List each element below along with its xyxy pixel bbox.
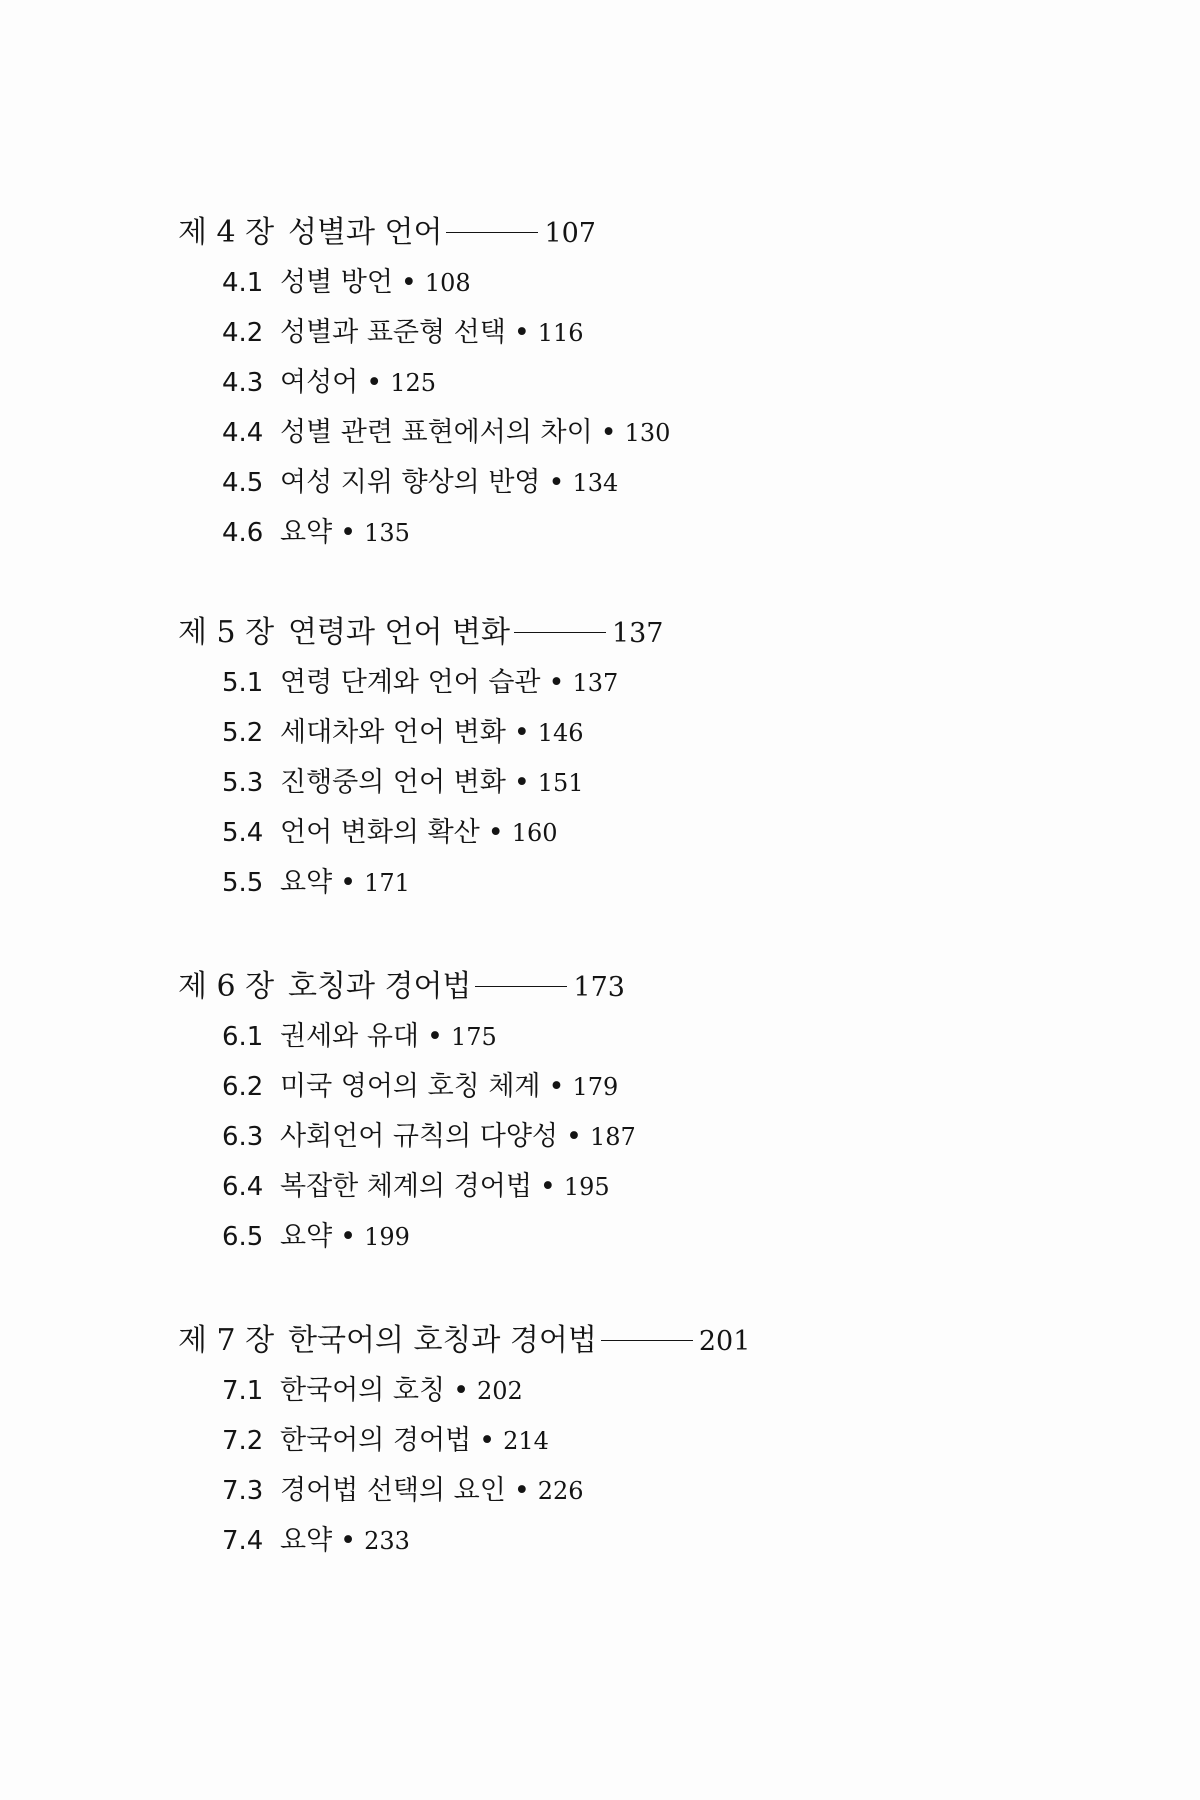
- section-title: 경어법 선택의 요인: [280, 1475, 506, 1506]
- section-page: 202: [477, 1377, 523, 1405]
- leader-line: [446, 232, 538, 233]
- section-number: 4.1: [222, 268, 264, 298]
- bullet-separator: •: [487, 817, 504, 848]
- chapter-4: [0, 208, 1200, 558]
- chapter-page: 107: [544, 218, 596, 249]
- chapter-title-text: 연령과 언어 변화: [288, 615, 510, 650]
- section-page: 116: [537, 319, 584, 347]
- section-title: 성별 방언: [280, 267, 393, 298]
- section-list: [0, 1012, 1200, 1262]
- chapter-title-text: 성별과 언어: [288, 215, 443, 250]
- bullet-separator: •: [513, 317, 530, 348]
- section-number: 5.3: [222, 768, 264, 798]
- section-title: 사회언어 규칙의 다양성: [280, 1121, 558, 1152]
- section-number: 6.5: [222, 1222, 264, 1252]
- chapter-7: [0, 1316, 1200, 1566]
- bullet-separator: •: [548, 667, 565, 698]
- chapter-heading: [0, 962, 1200, 1012]
- section-title: 권세와 유대: [280, 1021, 419, 1052]
- section-number: 5.5: [222, 868, 264, 898]
- chapter-heading: [0, 208, 1200, 258]
- section-page: 226: [537, 1477, 584, 1505]
- bullet-separator: •: [400, 267, 417, 298]
- chapter-page: 201: [698, 1326, 751, 1357]
- section-title: 성별과 표준형 선택: [280, 317, 506, 348]
- section-page: 135: [364, 519, 410, 547]
- chapter-label: 제 6 장: [178, 969, 275, 1004]
- section-item: [0, 808, 1200, 858]
- bullet-separator: •: [539, 1171, 556, 1202]
- section-entry: [280, 1516, 410, 1566]
- section-title: 세대차와 언어 변화: [280, 717, 506, 748]
- section-page: 233: [364, 1527, 410, 1555]
- section-title: 요약: [280, 517, 333, 548]
- chapter-label: 제 7 장: [178, 1323, 275, 1358]
- section-number: 5.1: [222, 668, 264, 698]
- chapter-label: 제 5 장: [178, 615, 275, 650]
- section-page: 151: [537, 769, 584, 797]
- section-entry: [280, 1366, 523, 1416]
- section-entry: [280, 1466, 584, 1516]
- leader-line: [514, 632, 606, 633]
- section-number: 7.3: [222, 1476, 264, 1506]
- section-page: 171: [364, 869, 410, 897]
- section-title: 여성어: [280, 367, 359, 398]
- bullet-separator: •: [340, 517, 357, 548]
- chapter-title: [288, 608, 663, 659]
- section-entry: [280, 858, 410, 908]
- section-title: 성별 관련 표현에서의 차이: [280, 417, 593, 448]
- section-title: 진행중의 언어 변화: [280, 767, 506, 798]
- section-list: [0, 658, 1200, 908]
- leader-line: [601, 1340, 693, 1341]
- section-title: 미국 영어의 호칭 체계: [280, 1071, 541, 1102]
- section-title: 연령 단계와 언어 습관: [280, 667, 541, 698]
- section-item: [0, 1416, 1200, 1466]
- section-item: [0, 1212, 1200, 1262]
- section-page: 179: [572, 1073, 619, 1101]
- chapter-5: [0, 608, 1200, 908]
- chapter-6: [0, 962, 1200, 1262]
- section-entry: [280, 1062, 618, 1112]
- section-number: 7.2: [222, 1426, 264, 1456]
- section-item: [0, 258, 1200, 308]
- bullet-separator: •: [340, 1221, 357, 1252]
- bullet-separator: •: [566, 1121, 582, 1152]
- section-title: 복잡한 체계의 경어법: [280, 1171, 532, 1202]
- section-title: 언어 변화의 확산: [280, 817, 480, 848]
- bullet-separator: •: [340, 867, 357, 898]
- section-page: 125: [390, 369, 436, 397]
- leader-line: [475, 986, 567, 987]
- section-item: [0, 708, 1200, 758]
- section-title: 한국어의 호칭: [280, 1375, 446, 1406]
- section-item: [0, 758, 1200, 808]
- section-item: [0, 1112, 1200, 1162]
- bullet-separator: •: [600, 417, 617, 448]
- section-title: 요약: [280, 1221, 333, 1252]
- chapter-title-text: 호칭과 경어법: [288, 969, 472, 1004]
- bullet-separator: •: [548, 1071, 565, 1102]
- section-number: 7.4: [222, 1526, 264, 1556]
- section-page: 175: [450, 1023, 497, 1051]
- bullet-separator: •: [513, 767, 530, 798]
- bullet-separator: •: [427, 1021, 443, 1052]
- section-page: 146: [537, 719, 584, 747]
- bullet-separator: •: [340, 1525, 357, 1556]
- section-entry: [280, 1012, 497, 1062]
- section-item: [0, 1466, 1200, 1516]
- section-number: 4.3: [222, 368, 264, 398]
- section-page: 199: [364, 1223, 410, 1251]
- section-entry: [280, 708, 584, 758]
- section-number: 4.4: [222, 418, 264, 448]
- section-entry: [280, 1416, 549, 1466]
- section-entry: [280, 508, 410, 558]
- section-entry: [280, 408, 670, 458]
- section-number: 6.1: [222, 1022, 264, 1052]
- section-entry: [280, 358, 436, 408]
- section-page: 195: [563, 1173, 610, 1201]
- section-page: 160: [511, 819, 558, 847]
- chapter-page: 137: [611, 618, 664, 649]
- section-entry: [280, 308, 584, 358]
- section-item: [0, 1062, 1200, 1112]
- section-title: 요약: [280, 1525, 333, 1556]
- chapter-title: [288, 208, 596, 259]
- bullet-separator: •: [366, 367, 383, 398]
- section-page: 187: [589, 1123, 636, 1151]
- chapter-title: [288, 962, 625, 1013]
- section-entry: [280, 258, 471, 308]
- section-number: 4.6: [222, 518, 264, 548]
- chapter-heading: [0, 608, 1200, 658]
- section-item: [0, 308, 1200, 358]
- chapter-page: 173: [573, 972, 625, 1003]
- section-number: 4.5: [222, 468, 264, 498]
- section-page: 130: [624, 419, 671, 447]
- section-entry: [280, 1162, 610, 1212]
- section-item: [0, 658, 1200, 708]
- chapter-heading: [0, 1316, 1200, 1366]
- section-item: [0, 408, 1200, 458]
- section-item: [0, 1366, 1200, 1416]
- section-number: 5.2: [222, 718, 264, 748]
- section-entry: [280, 458, 618, 508]
- section-page: 108: [424, 269, 471, 297]
- section-item: [0, 458, 1200, 508]
- section-item: [0, 358, 1200, 408]
- section-number: 6.4: [222, 1172, 264, 1202]
- section-item: [0, 1516, 1200, 1566]
- section-page: 134: [572, 469, 619, 497]
- section-number: 6.2: [222, 1072, 264, 1102]
- bullet-separator: •: [513, 1475, 530, 1506]
- section-title: 여성 지위 향상의 반영: [280, 467, 541, 498]
- section-number: 6.3: [222, 1122, 264, 1152]
- section-entry: [280, 1112, 636, 1162]
- section-page: 214: [503, 1427, 549, 1455]
- section-list: [0, 1366, 1200, 1566]
- bullet-separator: •: [548, 467, 565, 498]
- section-entry: [280, 1212, 410, 1262]
- bullet-separator: •: [453, 1375, 470, 1406]
- section-number: 5.4: [222, 818, 264, 848]
- section-list: [0, 258, 1200, 558]
- section-title: 한국어의 경어법: [280, 1425, 472, 1456]
- section-item: [0, 1012, 1200, 1062]
- section-item: [0, 858, 1200, 908]
- section-number: 4.2: [222, 318, 264, 348]
- section-entry: [280, 758, 584, 808]
- chapter-title: [288, 1316, 750, 1367]
- section-item: [0, 1162, 1200, 1212]
- bullet-separator: •: [513, 717, 530, 748]
- section-number: 7.1: [222, 1376, 264, 1406]
- section-title: 요약: [280, 867, 333, 898]
- section-entry: [280, 808, 558, 858]
- chapter-label: 제 4 장: [178, 215, 275, 250]
- chapter-title-text: 한국어의 호칭과 경어법: [288, 1323, 597, 1358]
- bullet-separator: •: [479, 1425, 496, 1456]
- section-item: [0, 508, 1200, 558]
- section-entry: [280, 658, 618, 708]
- section-page: 137: [572, 669, 619, 697]
